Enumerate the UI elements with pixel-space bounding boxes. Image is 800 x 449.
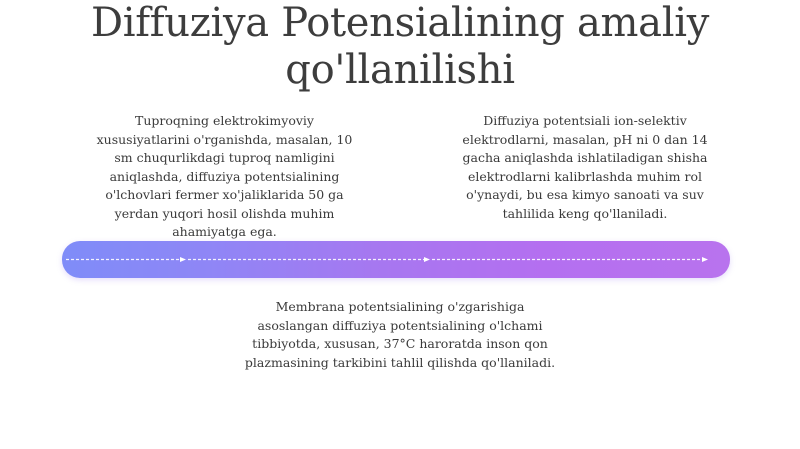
timeline-arrows (62, 241, 730, 278)
text-line: xususiyatlarini o'rganishda, masalan, 10 (96, 131, 353, 147)
text-line: elektrodlarni kalibrlashda muhim rol (468, 168, 702, 184)
text-line: ahamiyatga ega. (172, 224, 277, 239)
text-line: plazmasining tarkibini tahlil qilishda qo'llaniladi. (244, 354, 556, 370)
text-line: gacha aniqlashda ishlatiladigan shisha (462, 150, 708, 165)
left-text-block (62, 112, 387, 242)
slide-title-line: qo'llanilishi (285, 47, 515, 93)
text-line: o'lchovlari fermer xo'jaliklarida 50 ga (105, 187, 344, 202)
bottom-text-block (215, 298, 585, 372)
right-text-block (420, 112, 750, 223)
text-line: o'ynaydi, bu esa kimyo sanoati va suv (466, 187, 704, 202)
text-line: Membrana potentsialining o'zgarishiga (275, 299, 525, 314)
text-line: sm chuqurlikdagi tuproq namligini (114, 150, 335, 165)
text-line: tahlilida keng qo'llaniladi. (502, 205, 668, 221)
text-line: Tuproqning elektrokimyoviy (135, 113, 314, 128)
slide-title-line: Diffuziya Potensialining amaliy (90, 0, 710, 46)
text-line: aniqlashda, diffuziya potentsialining (109, 168, 340, 184)
text-line: asoslangan diffuziya potentsialining o'lchami (257, 317, 543, 333)
arrow-head-icon (702, 257, 708, 262)
text-line: Diffuziya potentsiali ion-selektiv (483, 113, 687, 128)
text-line: tibbiyotda, xususan, 37°C haroratda inson qon (252, 336, 548, 351)
arrow-head-icon (424, 257, 430, 262)
arrow-head-icon (180, 257, 186, 262)
slide-title (0, 0, 800, 94)
timeline-bar (62, 241, 730, 278)
text-line: yerdan yuqori hosil olishda muhim (114, 205, 335, 221)
text-line: elektrodlarni, masalan, pH ni 0 dan 14 (462, 131, 708, 147)
